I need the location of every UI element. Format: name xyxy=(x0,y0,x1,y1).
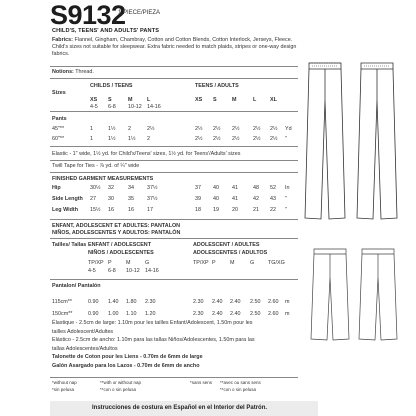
size-letter: M xyxy=(232,97,237,103)
measurement-cell: 18 xyxy=(195,207,201,213)
measurement-cell: 39 xyxy=(195,196,201,202)
meter-cell: 2.60 xyxy=(268,299,279,305)
spanish-note-line: tallas Adolescentes/Adultos xyxy=(52,345,118,352)
measurement-cell: 19 xyxy=(213,207,219,213)
measurement-cell: 37 xyxy=(195,185,201,191)
size-number: 14-16 xyxy=(147,104,161,110)
meter-cell: 2.60 xyxy=(268,311,279,317)
notions-label: Notions: xyxy=(52,69,74,75)
meter-cell: 2.40 xyxy=(230,299,241,305)
meter-cell: 2.30 xyxy=(145,299,156,305)
spanish-size-letter: G xyxy=(145,260,150,266)
size-letter: S xyxy=(108,97,112,103)
meter-unit: m xyxy=(285,311,290,317)
measurement-cell: 52 xyxy=(270,185,276,191)
footnote: **avec ou sans sens xyxy=(220,380,261,385)
spanish-size-letter: TG/XG xyxy=(268,260,285,266)
size-letter: L xyxy=(147,97,151,103)
meter-row-label: 150cm** xyxy=(52,311,73,317)
measurement-cell: 15½ xyxy=(90,207,101,213)
fabrics-text: Flannel, Gingham, Chambray, Cotton and Cotton Blends, Cotton Interlock, Jerseys, Fleece. Child's sizes not suitable for sleepwear. Extra fabric needed to match plaids, stripes or one-way design fabrics. xyxy=(52,37,297,58)
pattern-subtitle: CHILD'S, TEENS' AND ADULTS' PANTS xyxy=(52,28,160,34)
measurement-cell: 40 xyxy=(213,185,219,191)
measurement-cell: 40 xyxy=(213,196,219,202)
spanish-size-letter: P xyxy=(108,260,112,266)
measurement-cell: 22 xyxy=(270,207,276,213)
piece-count: 1 PIECE/PIEZA xyxy=(118,10,161,16)
footnote: **with or without nap xyxy=(100,380,142,385)
pants-front-flat-sketch xyxy=(308,245,352,345)
measurement-cell: 41 xyxy=(232,185,238,191)
footnote: *without nap xyxy=(52,380,77,385)
spanish-size-letter: M xyxy=(126,260,131,266)
meter-cell: 1.10 xyxy=(126,311,137,317)
yardage-unit: " xyxy=(285,136,287,142)
meter-cell: 2.50 xyxy=(250,311,261,317)
measurement-unit: " xyxy=(285,207,287,213)
measurement-row-label: Leg Width xyxy=(52,207,79,213)
size-letter: S xyxy=(213,97,217,103)
pants-label: Pants xyxy=(52,116,67,122)
size-number: 6-8 xyxy=(108,104,116,110)
yardage-cell: 2½ xyxy=(213,126,221,132)
yardage-cell: 1 xyxy=(90,126,93,132)
meter-cell: 2.50 xyxy=(250,299,261,305)
yardage-cell: 2 xyxy=(128,126,131,132)
divider xyxy=(50,160,298,161)
divider xyxy=(50,172,298,173)
notions-text: Thread. xyxy=(75,69,94,75)
measurement-cell: 34 xyxy=(128,185,134,191)
spanish-note-line: tailles Adolescent/Adultes xyxy=(52,328,114,335)
spanish-note-line: Talonette de Coton pour les Liens - 0.70m de 6mm de large xyxy=(52,354,203,360)
yardage-unit: Yd xyxy=(285,126,292,132)
meter-cell: 2.30 xyxy=(193,299,204,305)
measurement-cell: 43 xyxy=(270,196,276,202)
size-number: 4-5 xyxy=(90,104,98,110)
meter-row-label: 115cm** xyxy=(52,299,72,305)
measurement-cell: 20 xyxy=(232,207,238,213)
divider xyxy=(50,111,298,112)
meter-cell: 2.40 xyxy=(212,311,223,317)
yardage-row-label: 60"** xyxy=(52,136,65,142)
divider xyxy=(50,78,298,79)
measurement-cell: 48 xyxy=(253,185,259,191)
group-ninos-header: NIÑOS / ADOLESCENTES xyxy=(88,250,154,256)
spanish-size-number: 6-8 xyxy=(108,268,116,274)
spanish-size-letter: M xyxy=(230,260,235,266)
group-adolescent-header: ADOLESCENT / ADULTES xyxy=(193,242,260,248)
divider xyxy=(50,146,298,147)
meter-cell: 1.20 xyxy=(145,311,156,317)
tailles-label: Tailles/ Tallas xyxy=(52,242,87,248)
yardage-cell: 2½ xyxy=(270,136,278,142)
fabrics-description xyxy=(52,37,297,59)
measurement-unit: In xyxy=(285,185,290,191)
spanish-size-letter: TP/XP xyxy=(193,260,209,266)
yardage-cell: 2½ xyxy=(195,126,203,132)
measurement-cell: 30½ xyxy=(90,185,101,191)
divider xyxy=(50,66,298,67)
pants-back-illustration xyxy=(352,58,402,228)
yardage-cell: 2½ xyxy=(213,136,221,142)
spanish-title-2: NIÑOS, ADOLESCENTES Y ADULTOS: PANTALÓN xyxy=(52,230,181,236)
yardage-cell: 2½ xyxy=(232,126,240,132)
footnote: **con o sin pelusa xyxy=(220,387,257,392)
divider xyxy=(50,238,298,239)
yardage-cell: 1½ xyxy=(108,136,116,142)
spanish-note-line: Élastique - 2.5cm de large: 1.10m pour les tailles Enfant/Adolescent, 1.50m pour les xyxy=(52,320,253,326)
group-adolescentes-header: ADOLESCENTES / ADULTOS xyxy=(193,250,268,256)
size-letter: XS xyxy=(90,97,98,103)
yardage-cell: 2 xyxy=(147,136,150,142)
yardage-cell: 2½ xyxy=(253,136,261,142)
measurement-cell: 37½ xyxy=(147,196,158,202)
spanish-size-number: 14-16 xyxy=(145,268,159,274)
size-letter: M xyxy=(128,97,133,103)
finished-measurements-label: FINISHED GARMENT MEASUREMENTS xyxy=(52,176,154,182)
measurement-cell: 16 xyxy=(108,207,114,213)
spanish-instructions-note: Instrucciones de costura en Español en el Interior del Patrón. xyxy=(92,405,268,411)
meter-cell: 1.40 xyxy=(108,299,119,305)
measurement-cell: 32 xyxy=(108,185,114,191)
measurement-cell: 35 xyxy=(128,196,134,202)
spanish-size-letter: P xyxy=(212,260,216,266)
notions xyxy=(52,69,94,75)
yardage-cell: 2½ xyxy=(232,136,240,142)
measurement-cell: 21 xyxy=(253,207,259,213)
yardage-cell: 2½ xyxy=(253,126,261,132)
spanish-size-number: 10-12 xyxy=(126,268,140,274)
pants-back-flat-sketch xyxy=(356,245,400,345)
spanish-note-line: Galón Asargado para los Lazos - 0.70m de 6mm de ancho xyxy=(52,362,200,369)
spanish-note-line: Elástico - 2.5cm de ancho: 1.10m para las tallas Niños/Adolescentes, 1.50m para las xyxy=(52,337,255,343)
footnote: *sans sens xyxy=(190,380,213,385)
meter-cell: 2.40 xyxy=(212,299,223,305)
divider xyxy=(50,219,298,220)
meter-cell: 2.40 xyxy=(230,311,241,317)
yardage-row-label: 45"** xyxy=(52,126,65,132)
pantalon-label: Pantalon/ Pantalón xyxy=(52,283,101,289)
size-number: 10-12 xyxy=(128,104,142,110)
meter-cell: 0.90 xyxy=(88,311,99,317)
group-teens-header: TEENS / ADULTS xyxy=(195,83,239,89)
measurement-unit: " xyxy=(285,196,287,202)
spanish-size-letter: TP/XP xyxy=(88,260,104,266)
footnote: **con o sin pelusa xyxy=(100,387,137,392)
yardage-cell: 2½ xyxy=(195,136,203,142)
twill-tape-note: Twill Tape for Ties - ⅞ yd. of ¼" wide xyxy=(52,163,140,169)
fabrics-label: Fabrics: xyxy=(52,37,73,43)
size-letter: XL xyxy=(270,97,277,103)
size-letter: L xyxy=(253,97,257,103)
meter-cell: 1.00 xyxy=(108,311,119,317)
divider xyxy=(50,377,298,378)
measurement-cell: 16 xyxy=(128,207,134,213)
group-childs-header: CHILDS / TEENS xyxy=(90,83,133,89)
yardage-cell: 1½ xyxy=(108,126,116,132)
group-enfant-header: ENFANT / ADOLESCENT xyxy=(88,242,151,248)
yardage-cell: 2½ xyxy=(147,126,155,132)
measurement-cell: 41 xyxy=(232,196,238,202)
elastic-note: Elastic - 1" wide, 1½ yd. for Child's/Teens' sizes, 1½ yd. for Teens'/Adults' sizes xyxy=(52,151,241,157)
measurement-row-label: Side Length xyxy=(52,196,83,202)
size-letter: XS xyxy=(195,97,203,103)
meter-cell: 0.90 xyxy=(88,299,99,305)
measurement-cell: 37½ xyxy=(147,185,158,191)
sizes-label: Sizes xyxy=(52,90,66,96)
yardage-cell: 1½ xyxy=(128,136,136,142)
spanish-size-number: 4-5 xyxy=(88,268,96,274)
divider xyxy=(50,279,298,280)
spanish-size-letter: G xyxy=(250,260,255,266)
measurement-cell: 42 xyxy=(253,196,259,202)
measurement-cell: 30 xyxy=(108,196,114,202)
measurement-row-label: Hip xyxy=(52,185,61,191)
measurement-cell: 27 xyxy=(90,196,96,202)
meter-unit: m xyxy=(285,299,290,305)
footnote: *sin pelusa xyxy=(52,387,75,392)
pants-front-illustration xyxy=(300,58,350,228)
spanish-title-1: ENFANT, ADOLESCENT ET ADULTES: PANTALON xyxy=(52,223,181,229)
yardage-cell: 1 xyxy=(90,136,93,142)
pattern-number: S9132 xyxy=(50,0,126,30)
meter-cell: 2.30 xyxy=(193,311,204,317)
meter-cell: 1.80 xyxy=(126,299,137,305)
measurement-cell: 17 xyxy=(147,207,153,213)
yardage-cell: 2½ xyxy=(270,126,278,132)
